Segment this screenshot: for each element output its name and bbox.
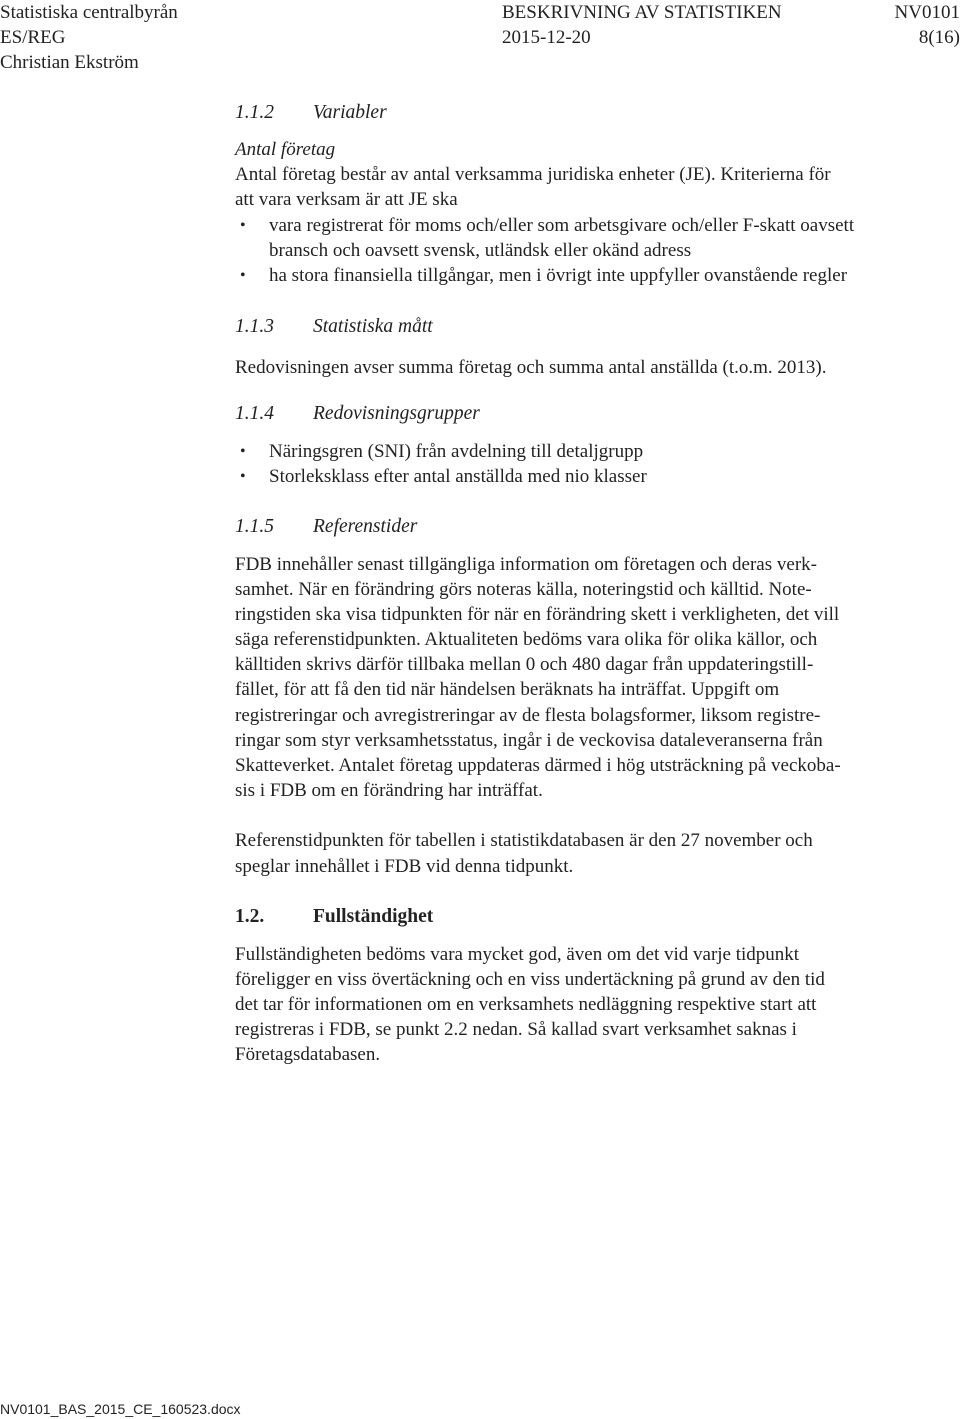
bullet-text: ha stora finansiella tillgångar, men i övrigt inte uppfyller ovanstående regler bbox=[269, 265, 848, 286]
section-heading-fullstandighet bbox=[235, 904, 433, 929]
header-date: 2015-12-20 bbox=[502, 27, 591, 48]
section-heading-variabler bbox=[235, 100, 387, 125]
bullet-text: bransch och oavsett svensk, utländsk eller okänd adress bbox=[269, 240, 692, 261]
bullet-icon: • bbox=[240, 468, 246, 485]
paragraph-line: sis i FDB om en förändring har inträffat. bbox=[235, 780, 543, 801]
section-heading-redovisningsgrupper bbox=[235, 401, 480, 426]
paragraph-line: Antal företag består av antal verksamma juridiska enheter (JE). Kriterierna för bbox=[235, 164, 831, 185]
paragraph-line: Skatteverket. Antalet företag uppdateras därmed i hög utsträckning på veckoba- bbox=[235, 755, 841, 776]
paragraph-line: ringstiden ska visa tidpunkten för när en förändring skett i verkligheten, det vill bbox=[235, 604, 840, 625]
header-dept: ES/REG bbox=[0, 27, 66, 48]
footer-filename: NV0101_BAS_2015_CE_160523.docx bbox=[0, 1401, 241, 1417]
paragraph-line: Fullständigheten bedöms vara mycket god, även om det vid varje tidpunkt bbox=[235, 944, 800, 965]
bullet-text: Näringsgren (SNI) från avdelning till detaljgrupp bbox=[269, 441, 644, 462]
bullet-icon: • bbox=[240, 443, 246, 460]
paragraph-line: speglar innehållet i FDB vid denna tidpunkt. bbox=[235, 856, 574, 877]
section-title: Variabler bbox=[313, 102, 387, 123]
paragraph-line: ringar som styr verksamhetsstatus, ingår i de veckovisa dataleveranserna från bbox=[235, 730, 823, 751]
paragraph-line: att vara verksam är att JE ska bbox=[235, 189, 458, 210]
subheading-antal-foretag: Antal företag bbox=[235, 139, 336, 160]
section-number: 1.1.5 bbox=[235, 516, 274, 537]
bullet-icon: • bbox=[240, 267, 246, 284]
paragraph-line: Redovisningen avser summa företag och summa antal anställda (t.o.m. 2013). bbox=[235, 357, 827, 378]
paragraph-line: föreligger en viss övertäckning och en viss undertäckning på grund av den tid bbox=[235, 969, 825, 990]
header-page-number: 8(16) bbox=[918, 27, 960, 48]
paragraph-line: FDB innehåller senast tillgängliga information om företagen och deras verk- bbox=[235, 554, 817, 575]
bullet-text: Storleksklass efter antal anställda med nio klasser bbox=[269, 466, 647, 487]
paragraph-line: registreras i FDB, se punkt 2.2 nedan. Så kallad svart verksamhet saknas i bbox=[235, 1019, 797, 1040]
paragraph-line: säga referenstidpunkten. Aktualiteten bedöms vara olika för olika källor, och bbox=[235, 629, 818, 650]
section-number: 1.1.3 bbox=[235, 316, 274, 337]
section-number: 1.1.4 bbox=[235, 403, 274, 424]
section-heading-statistiska-matt bbox=[235, 314, 433, 339]
section-title: Statistiska mått bbox=[313, 316, 433, 337]
section-number: 1.2. bbox=[235, 906, 265, 927]
header-code: NV0101 bbox=[894, 2, 960, 23]
bullet-text: vara registrerat för moms och/eller som arbetsgivare och/eller F-skatt oavsett bbox=[269, 215, 855, 236]
header-author: Christian Ekström bbox=[0, 52, 139, 73]
paragraph-line: det tar för informationen om en verksamhets nedläggning respektive start att bbox=[235, 994, 817, 1015]
paragraph-line: Referenstidpunkten för tabellen i statistikdatabasen är den 27 november och bbox=[235, 830, 813, 851]
section-title: Referenstider bbox=[313, 516, 418, 537]
paragraph-line: fället, för att få den tid när händelsen beräknats ha inträffat. Uppgift om bbox=[235, 679, 780, 700]
bullet-icon: • bbox=[240, 217, 246, 234]
section-number: 1.1.2 bbox=[235, 102, 274, 123]
paragraph-line: samhet. När en förändring görs noteras källa, noteringstid och källtid. Note- bbox=[235, 579, 812, 600]
paragraph-line: Företagsdatabasen. bbox=[235, 1044, 381, 1065]
section-title: Fullständighet bbox=[313, 906, 434, 927]
section-title: Redovisningsgrupper bbox=[313, 403, 480, 424]
header-org: Statistiska centralbyrån bbox=[0, 2, 178, 23]
header-doc-title: BESKRIVNING AV STATISTIKEN bbox=[502, 2, 782, 23]
paragraph-line: registreringar och avregistreringar av de flesta bolagsformer, liksom registre- bbox=[235, 705, 821, 726]
section-heading-referenstider bbox=[235, 514, 417, 539]
paragraph-line: källtiden skrivs därför tillbaka mellan 0 och 480 dagar från uppdateringstill- bbox=[235, 654, 814, 675]
